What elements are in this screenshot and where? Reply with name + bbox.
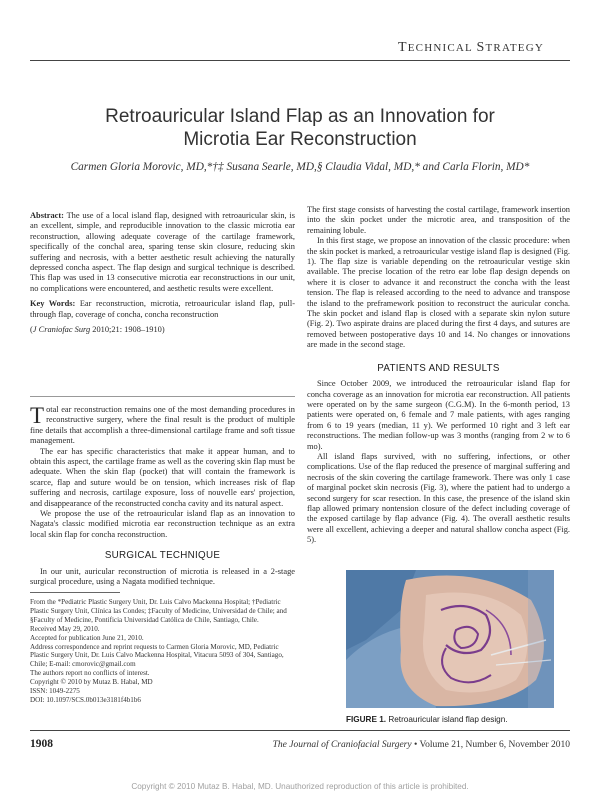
footer-rule — [30, 730, 570, 731]
abstract-divider — [30, 396, 295, 397]
copyright-notice: Copyright © 2010 Mutaz B. Habal, MD. Unauthorized reproduction of this article is prohibited. — [131, 782, 469, 791]
figure-1-caption: FIGURE 1. Retroauricular island flap design. — [346, 715, 508, 724]
heading-surgical-technique: SURGICAL TECHNIQUE — [104, 550, 221, 562]
citation: (J Craniofac Surg 2010;21: 1908–1910) — [30, 325, 165, 335]
drop-cap: T — [30, 403, 45, 428]
article-title: Retroauricular Island Flap as an Innovation for Microtia Ear Reconstruction — [105, 106, 495, 150]
introduction: Total ear reconstruction remains one of the most demanding procedures in reconstructive surgery, where the final result is the product of multiple fine details that accomplish a three-dimensional cartilage frame and soft tissue management. The ear has specific characteristics that make it appear human, and to obtain this aspect, the cartilage frame as well as the covering skin flap must be adequate. When the skin flap (pocket) that will contain the framework is scarce, flap and suture would be on tension, which increases risk of flap suffering and necrosis, cartilage exposure, loss of nouvelle ears' projection, and disappearance of the reconstructed concha cavity and its natural aspect. We propose the use of the retroauricular island flap as an innovation to Nagata's classic modified microtia ear reconstruction technique as an extra local skin flap for concha reconstruction. SURGICAL TECHNIQUE In our unit, auricular reconstruction of microtia is released in a 2-stage surgical procedure, using a Nagata modified technique. — [30, 403, 295, 587]
header-rule — [30, 60, 570, 61]
author-list: Carmen Gloria Morovic, MD,*†‡ Susana Searle, MD,§ Claudia Vidal, MD,* and Carla Florin, MD* — [70, 161, 530, 173]
right-column: The first stage consists of harvesting the costal cartilage, framework insertion into the skin pocket under the microtic area, and transposition of the remaining lobule. In this first stage, we propose an innovation of the classic procedure: when the skin pocket is marked, a retroauricular vestige island flap is designed (Fig. 1). The flap size is variable depending on the retroauricular vestige skin available. The precise location of the retro ear lobe flap design depends on where it is closer to advance it and reconstruct the concha with the least tension. The flap is released according to the need to advance and transpose the island to the preframework position to reconstruct the auricular concha. The skin pocket and island flap is closed with a separate skin nylon suture (Fig. 2). Two aspirate drains are placed during the first 4 days, and sutures are removed between postoperative days 10 and 14. No changes or innovations are made in the second stage. PATIENTS AND RESULTS Since October 2009, we introduced the retroauricular island flap for concha coverage as an innovation for microtia ear reconstruction. All patients were operated on by the same surgeon (C.G.M). In the 6-month period, 13 patients were operated on, 6 female and 7 male patients, with ages ranging from 6 to 19 years (median, 11 y). We performed 10 right and 3 left ear reconstructions. The median follow-up was 3 months (ranging from 2 w to 6 mo). All island flaps survived, with no suffering, infections, or other complications. Use of the flap reduced the presence of marginal suffering and necrosis of the skin covering the cartilage framework. There was only 1 case of marginal pocket skin necrosis (Fig. 3), where the patient had to undergo a second surgery for scar resection. In this case, the presence of the island skin flap allowed primary nontension closure of the defect including coverage of the exposed cartilage by flap advance (Fig. 4). The overall aesthetic results were all excellent, achieving a deeper and natural shallow concha aspect (Fig. 5). — [307, 205, 570, 545]
section-label: TECHNICAL STRATEGY — [397, 40, 544, 55]
abstract: Abstract: The use of a local island flap, designed with retroauricular skin, is an excellent, simple, and reproducible innovation to the classic microtia ear reconstruction, allowing adequate coverage of the cartilage framework, specifically of the conchal area, sparing tense skin closure, reducing skin suffering and necrosis, with a better aesthetic result achieving the naturally depressed concha aspect. The flap design and surgical technique is described. This flap was used in 13 consecutive microtia ear reconstructions in our unit, no complications were encountered, and aesthetic results were excellent. Key Words: Ear reconstruction, microtia, retroauricular island flap, pull-through flap, coverage of concha, concha reconstruction (J Craniofac Surg 2010;21: 1908–1910) — [30, 211, 295, 335]
journal-info: The Journal of Craniofacial Surgery • Volume 21, Number 6, November 2010 — [272, 740, 570, 750]
surgical-photo-illustration — [346, 570, 554, 708]
footnotes: From the *Pediatric Plastic Surgery Unit, Dr. Luis Calvo Mackenna Hospital; †Pediatric Plastic Surgery Unit, Clínica las Condes; ‡Faculty of Medicine, Universidad de Chile; and §Faculty of Medicine, Pontificia Universidad Católica de Chile, Santiago, Chile. Received May 29, 2010. Accepted for publication June 21, 2010. Address correspondence and reprint requests to Carmen Gloria Morovic, MD, Pediatric Plastic Surgery Unit, Dr. Luis Calvo Mackenna Hospital, Vitacura 5093 of 304, Santiago, Chile; E-mail: cmorovic@gmail.com The authors report no conflicts of interest. Copyright © 2010 by Mutaz B. Habal, MD ISSN: 1049-2275 DOI: 10.1097/SCS.0b013e3181f4b1b6 — [30, 598, 287, 704]
footnote-rule — [30, 592, 120, 593]
figure-1-photo — [346, 570, 554, 708]
heading-patients-results: PATIENTS AND RESULTS — [377, 362, 500, 374]
page-number: 1908 — [30, 738, 53, 750]
